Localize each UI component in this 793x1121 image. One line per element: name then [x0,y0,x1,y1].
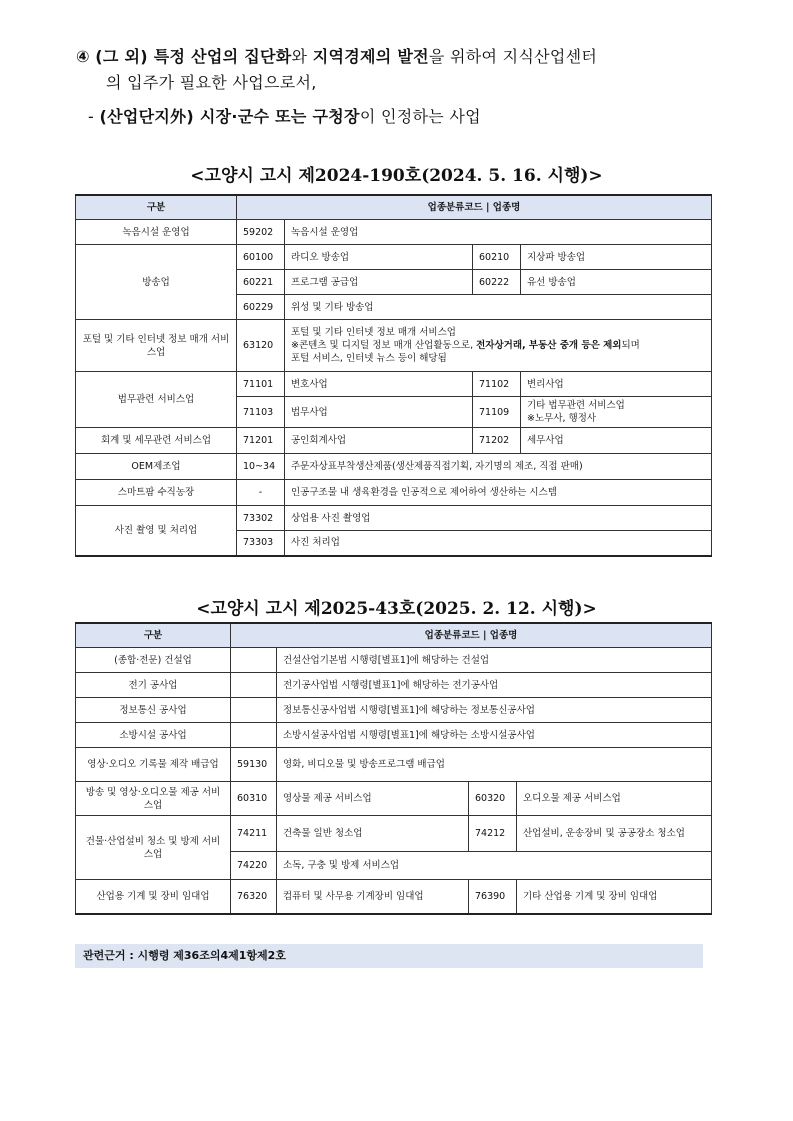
name-cell: 건설산업기본법 시행령[별표1]에 해당하는 건설업 [277,648,712,673]
code-cell: 76320 [231,880,277,914]
table-row [76,480,712,506]
name-cell: 변호사업 [285,372,473,397]
name-cell: 인공구조물 내 생육환경을 인공적으로 제어하여 생산하는 시스템 [285,480,712,506]
header-code-name: 업종분류코드 | 업종명 [231,623,712,648]
name-cell: 라디오 방송업 [285,245,473,270]
category-cell: 산업용 기계 및 장비 임대업 [76,880,231,914]
code-cell: 60320 [469,782,517,816]
code-cell-empty [231,673,277,698]
code-cell: 60222 [473,270,521,295]
name-cell: 주문자상표부착생산제품(생산제품직접기획, 자기명의 제조, 직접 판매) [285,454,712,480]
code-cell: 63120 [237,320,285,372]
note-bold: 전자상거래, 부동산 중개 등은 제외 [476,340,622,351]
category-cell: 법무관련 서비스업 [76,372,237,428]
name-cell: 소방시설공사업법 시행령[별표1]에 해당하는 소방시설공사업 [277,723,712,748]
code-cell-empty [231,723,277,748]
name-line-note [291,339,705,352]
code-cell: 60100 [237,245,285,270]
code-cell: 60310 [231,782,277,816]
name-cell: 위성 및 기타 방송업 [285,295,712,320]
name-cell: 유선 방송업 [521,270,712,295]
intro-bold-1: (그 외) 특정 산업의 집단화 [95,47,292,66]
name-cell: 법무사업 [285,397,473,428]
intro-text-3: 이 인정하는 사업 [359,107,481,126]
table-row [76,648,712,673]
category-cell: 정보통신 공사업 [76,698,231,723]
name-cell: 전기공사업법 시행령[별표1]에 해당하는 전기공사업 [277,673,712,698]
name-cell: 산업설비, 운송장비 및 공공장소 청소업 [517,816,712,852]
table-header [76,623,712,648]
category-cell: 녹음시설 운영업 [76,220,237,245]
code-cell: 71103 [237,397,285,428]
name-cell: 세무사업 [521,428,712,454]
name-cell: 사진 처리업 [285,531,712,556]
intro-bold-2: 지역경제의 발전 [312,47,429,66]
table-row [76,782,712,816]
category-cell: (종합·전문) 건설업 [76,648,231,673]
code-cell: 59130 [231,748,277,782]
category-cell: 포털 및 기타 인터넷 정보 매개 서비스업 [76,320,237,372]
table-row [76,506,712,531]
name-cell: 소독, 구충 및 방제 서비스업 [277,852,712,880]
note-text: ※콘텐츠 및 디지털 정보 매개 산업활동으로, [291,340,477,351]
code-cell: 73302 [237,506,285,531]
category-cell: 회계 및 세무관련 서비스업 [76,428,237,454]
table-row [76,698,712,723]
name-cell: 변리사업 [521,372,712,397]
name-cell [521,397,712,428]
category-cell: 건물·산업설비 청소 및 방제 서비스업 [76,816,231,880]
name-cell: 오디오물 제공 서비스업 [517,782,712,816]
code-cell: 71109 [473,397,521,428]
name-cell [285,320,712,372]
code-cell: 71201 [237,428,285,454]
code-cell: 74211 [231,816,277,852]
table-2025-43 [75,622,712,915]
code-cell: 60229 [237,295,285,320]
table-row [76,723,712,748]
category-cell: 방송업 [76,245,237,320]
intro-line-2: 의 입주가 필요한 사업으로서, [106,73,317,92]
circled-number: ④ [76,47,90,66]
code-cell-empty [231,648,277,673]
name-cell: 공인회계사업 [285,428,473,454]
code-cell-empty [231,698,277,723]
name-cell: 영화, 비디오물 및 방송프로그램 배급업 [277,748,712,782]
table2-caption: <고양시 고시 제2025-43호(2025. 2. 12. 시행)> [196,599,597,619]
code-cell: 71202 [473,428,521,454]
note-text: 되며 [621,340,640,351]
code-cell: 74220 [231,852,277,880]
name-cell: 영상물 제공 서비스업 [277,782,469,816]
table-row [76,245,712,270]
code-cell: 73303 [237,531,285,556]
code-cell: - [237,480,285,506]
category-cell: 소방시설 공사업 [76,723,231,748]
name-line: 포털 서비스, 인터넷 뉴스 등이 해당됨 [291,353,447,364]
table-2024-190 [75,194,712,557]
code-cell: 76390 [469,880,517,914]
intro-line-3 [76,104,726,130]
name-cell: 지상파 방송업 [521,245,712,270]
name-line: 기타 법무관련 서비스업 [527,400,625,411]
name-cell: 정보통신공사업법 시행령[별표1]에 해당하는 정보통신공사업 [277,698,712,723]
name-cell: 기타 산업용 기계 및 장비 임대업 [517,880,712,914]
name-cell: 상업용 사진 촬영업 [285,506,712,531]
table-row [76,320,712,372]
name-line: 포털 및 기타 인터넷 정보 매개 서비스업 [291,327,456,338]
table1-caption: <고양시 고시 제2024-190호(2024. 5. 16. 시행)> [190,166,603,186]
code-cell: 60221 [237,270,285,295]
header-code-name: 업종분류코드 | 업종명 [237,195,712,220]
table-row [76,220,712,245]
name-cell: 건축물 일반 청소업 [277,816,469,852]
category-cell: 전기 공사업 [76,673,231,698]
code-cell: 59202 [237,220,285,245]
name-cell: 컴퓨터 및 사무용 기계장비 임대업 [277,880,469,914]
intro-line-1 [76,44,726,70]
dash: - [88,107,100,126]
intro-text-1: 와 [291,47,313,66]
code-cell: 71102 [473,372,521,397]
header-category: 구분 [76,623,231,648]
table-row [76,673,712,698]
table-row [76,748,712,782]
table-row [76,816,712,852]
name-line-note: ※노무사, 행정사 [527,413,597,424]
code-cell: 74212 [469,816,517,852]
category-cell: 사진 촬영 및 처리업 [76,506,237,556]
table-header [76,195,712,220]
category-cell: 방송 및 영상·오디오물 제공 서비스업 [76,782,231,816]
table-row [76,454,712,480]
category-cell: OEM제조업 [76,454,237,480]
legal-basis-note: 관련근거 : 시행령 제36조의4제1항제2호 [75,944,703,968]
table-row [76,372,712,397]
name-cell: 녹음시설 운영업 [285,220,712,245]
header-category: 구분 [76,195,237,220]
code-cell: 71101 [237,372,285,397]
name-cell: 프로그램 공급업 [285,270,473,295]
table-row [76,880,712,914]
intro-bold-3: (산업단지外) 시장·군수 또는 구청장 [99,107,360,126]
intro-paragraph [76,44,726,130]
category-cell: 영상·오디오 기록물 제작 배급업 [76,748,231,782]
category-cell: 스마트팜 수직농장 [76,480,237,506]
code-cell: 60210 [473,245,521,270]
code-cell: 10~34 [237,454,285,480]
table-row [76,428,712,454]
intro-text-2: 을 위하여 지식산업센터 [428,47,598,66]
